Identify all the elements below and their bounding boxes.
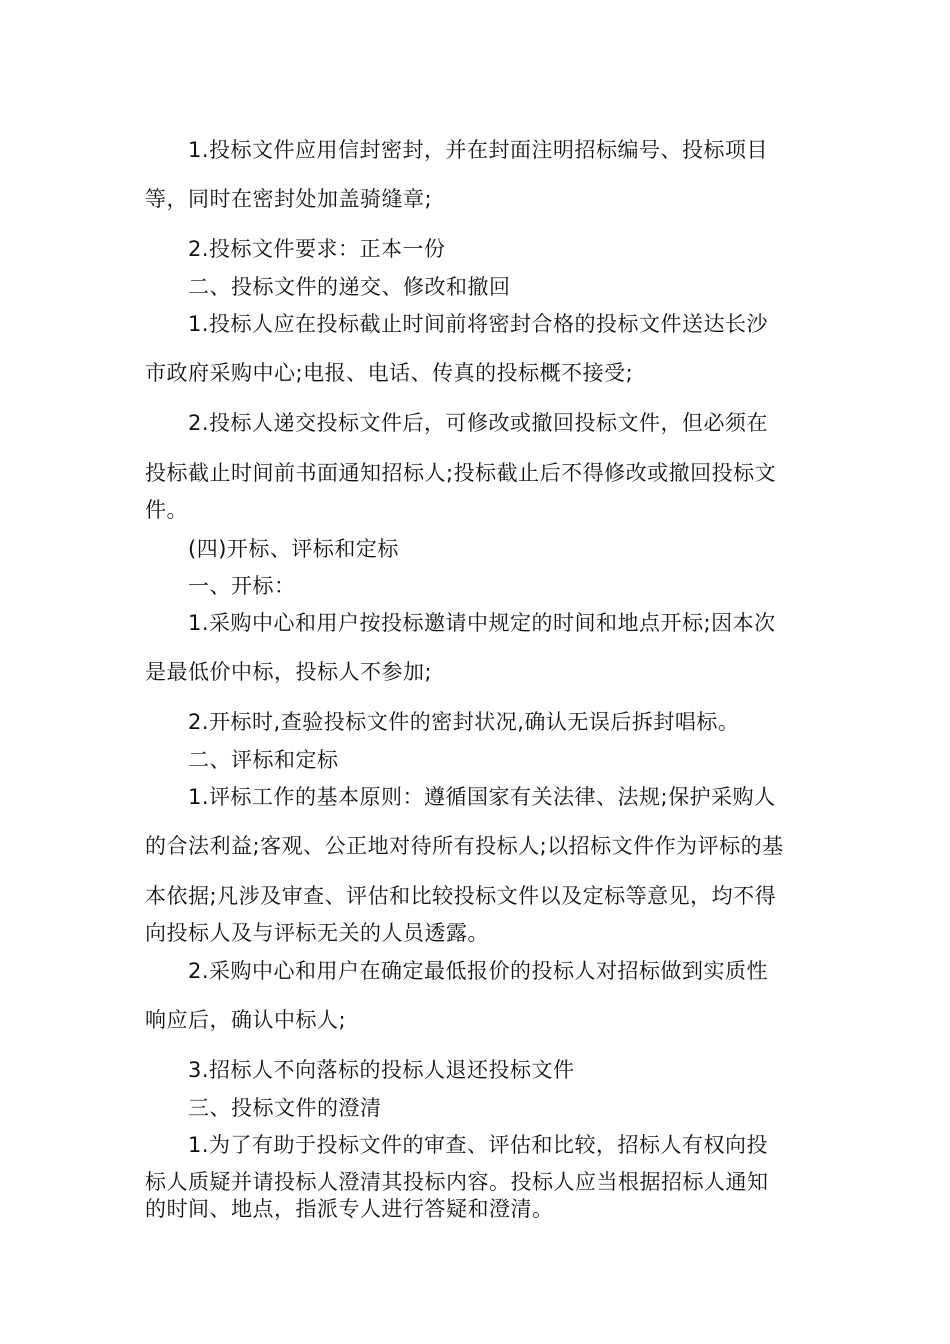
paragraph-line: 本依据;凡涉及审查、评估和比较投标文件以及定标等意见，均不得 — [145, 884, 777, 908]
paragraph-line: 的时间、地点，指派专人进行答疑和澄清。 — [145, 1197, 554, 1221]
paragraph-line: 2.投标人递交投标文件后，可修改或撤回投标文件，但必须在 — [188, 411, 769, 435]
paragraph-line: 1.为了有助于投标文件的审查、评估和比较，招标人有权向投 — [188, 1133, 769, 1157]
paragraph-line: 是最低价中标，投标人不参加; — [145, 660, 433, 684]
paragraph-line: 2.开标时,查验投标文件的密封状况,确认无误后拆封唱标。 — [188, 710, 740, 734]
section-heading: (四)开标、评标和定标 — [188, 537, 399, 561]
paragraph-line: 2.采购中心和用户在确定最低报价的投标人对招标做到实质性 — [188, 959, 769, 983]
paragraph-line: 响应后，确认中标人; — [145, 1008, 347, 1032]
paragraph-line: 1.投标文件应用信封密封，并在封面注明招标编号、投标项目 — [188, 138, 769, 162]
paragraph-line: 3.招标人不向落标的投标人退还投标文件 — [188, 1058, 575, 1082]
paragraph-line: 向投标人及与评标无关的人员透露。 — [145, 921, 489, 945]
paragraph-line: 件。 — [145, 498, 188, 522]
paragraph-line: 的合法利益;客观、公正地对待所有投标人;以招标文件作为评标的基 — [145, 834, 784, 858]
paragraph-line: 市政府采购中心;电报、电话、传真的投标概不接受; — [145, 361, 634, 385]
section-heading: 二、评标和定标 — [188, 748, 339, 772]
paragraph-line: 1.采购中心和用户按投标邀请中规定的时间和地点开标;因本次 — [188, 611, 776, 635]
paragraph-line: 2.投标文件要求：正本一份 — [188, 237, 446, 261]
paragraph-line: 1.评标工作的基本原则：遵循国家有关法律、法规;保护采购人 — [188, 785, 776, 809]
paragraph-line: 等，同时在密封处加盖骑缝章; — [145, 187, 433, 211]
section-heading: 一、开标： — [188, 574, 296, 598]
section-heading: 三、投标文件的澄清 — [188, 1096, 382, 1120]
paragraph-line: 投标截止时间前书面通知招标人;投标截止后不得修改或撤回投标文 — [145, 461, 777, 485]
section-heading: 二、投标文件的递交、修改和撤回 — [188, 275, 511, 299]
paragraph-line: 标人质疑并请投标人澄清其投标内容。投标人应当根据招标人通知 — [145, 1170, 769, 1194]
paragraph-line: 1.投标人应在投标截止时间前将密封合格的投标文件送达长沙 — [188, 312, 769, 336]
